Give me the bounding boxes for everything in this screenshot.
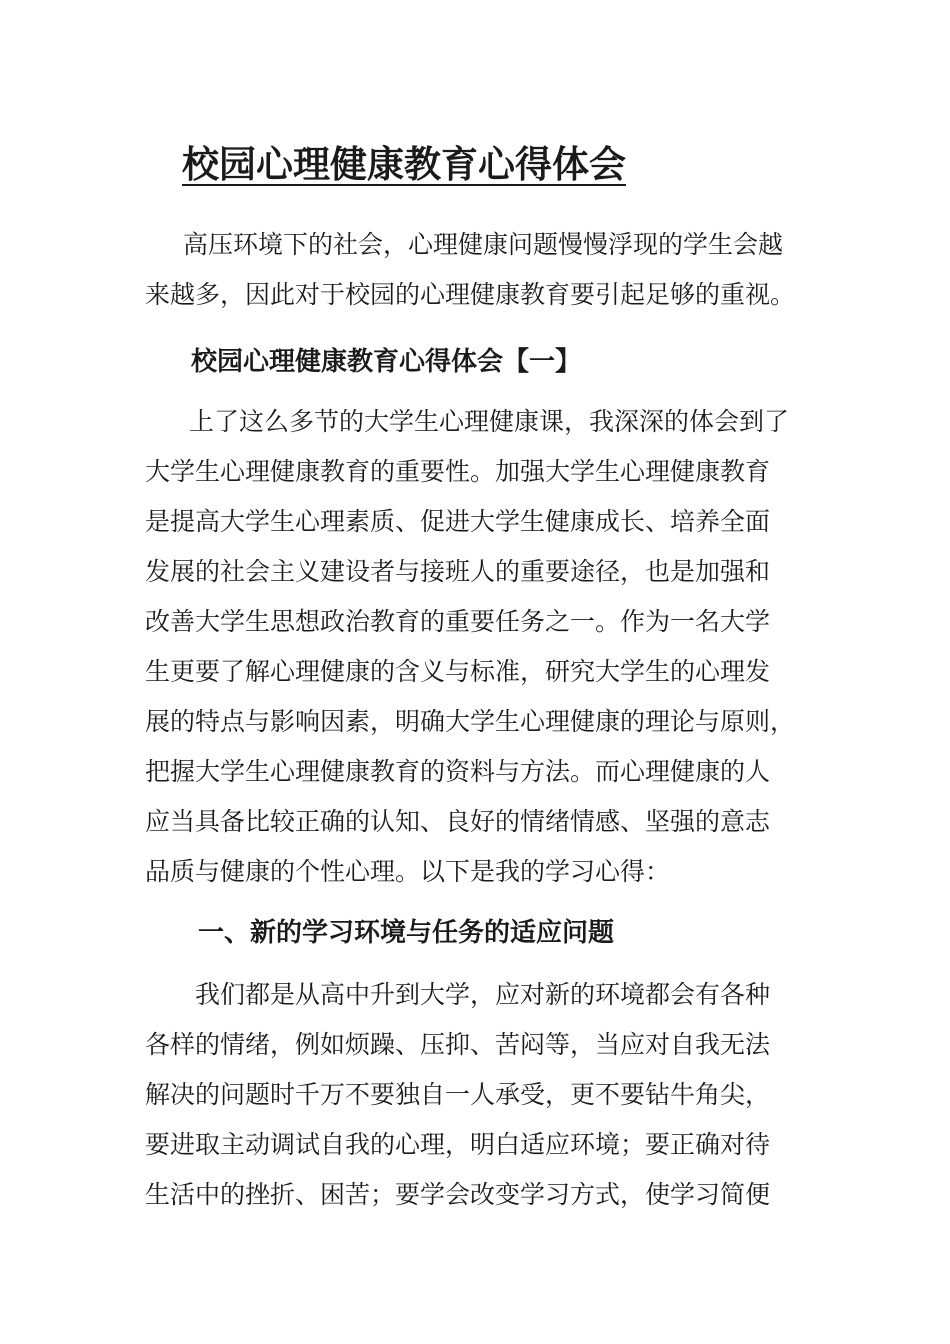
text-line: 来越多，因此对于校园的心理健康教育要引起足够的重视。 xyxy=(145,280,796,309)
text-line: 改善大学生思想政治教育的重要任务之一。作为一名大学 xyxy=(145,607,771,636)
text-line: 高压环境下的社会，心理健康问题慢慢浮现的学生会越 xyxy=(183,230,784,259)
text-line: 各样的情绪，例如烦躁、压抑、苦闷等，当应对自我无法 xyxy=(145,1030,771,1059)
subsection-heading: 一、新的学习环境与任务的适应问题 xyxy=(198,918,615,948)
text-line: 是提高大学生心理素质、促进大学生健康成长、培养全面 xyxy=(145,507,771,536)
text-line: 生更要了解心理健康的含义与标准，研究大学生的心理发 xyxy=(145,657,771,686)
text-line: 要进取主动调试自我的心理，明白适应环境；要正确对待 xyxy=(145,1130,771,1159)
section1-paragraph xyxy=(145,397,815,897)
text-line: 展的特点与影响因素，明确大学生心理健康的理论与原则， xyxy=(145,707,796,736)
document-title: 校园心理健康教育心得体会 xyxy=(182,143,626,186)
intro-paragraph xyxy=(145,220,815,320)
subsection1-paragraph xyxy=(145,970,815,1220)
text-line: 发展的社会主义建设者与接班人的重要途径，也是加强和 xyxy=(145,557,771,586)
text-line: 解决的问题时千万不要独自一人承受，更不要钻牛角尖， xyxy=(145,1080,771,1109)
text-line: 应当具备比较正确的认知、良好的情绪情感、坚强的意志 xyxy=(145,807,771,836)
text-line: 把握大学生心理健康教育的资料与方法。而心理健康的人 xyxy=(145,757,771,786)
text-line: 大学生心理健康教育的重要性。加强大学生心理健康教育 xyxy=(145,457,771,486)
section-heading: 校园心理健康教育心得体会【一】 xyxy=(191,347,582,377)
text-line: 品质与健康的个性心理。以下是我的学习心得： xyxy=(145,857,671,886)
text-line: 我们都是从高中升到大学，应对新的环境都会有各种 xyxy=(195,980,771,1009)
text-line: 上了这么多节的大学生心理健康课，我深深的体会到了 xyxy=(189,407,790,436)
text-line: 生活中的挫折、困苦；要学会改变学习方式，使学习简便 xyxy=(145,1180,771,1209)
